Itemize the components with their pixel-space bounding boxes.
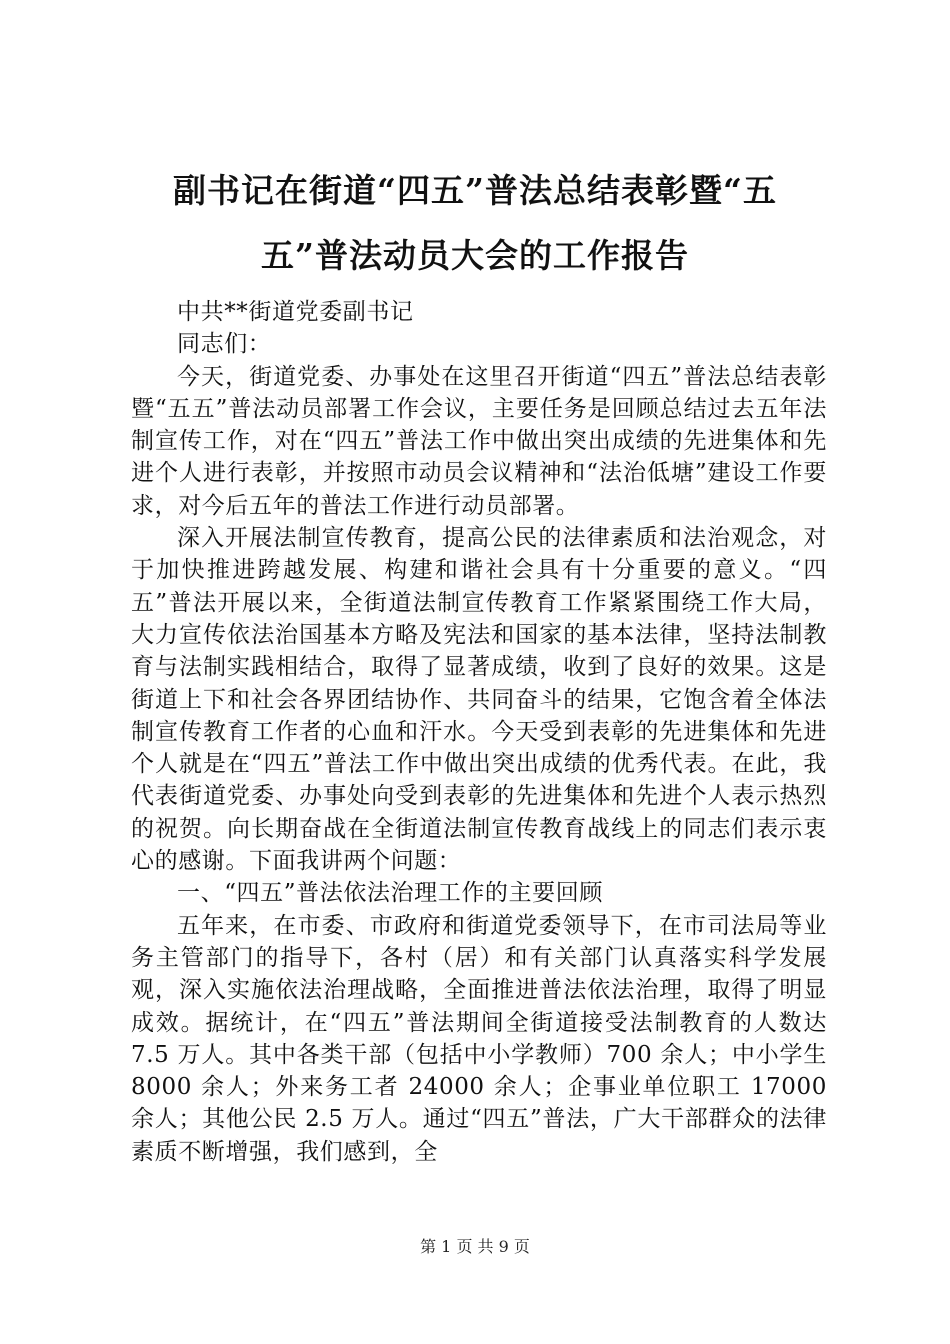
paragraph-opening: 今天，街道党委、办事处在这里召开街道“四五”普法总结表彰暨“五五”普法动员部署工作会议，主要任务是回顾总结过去五年法制宣传工作，对在“四五”普法工作中做出突出成绩的先进集体和先进个人进行表彰，并按照市动员会议精神和“法治低塘”建设工作要求，对今后五年的普法工作进行动员部署。 bbox=[131, 363, 827, 519]
salutation: 同志们： bbox=[177, 331, 272, 358]
paragraph-significance: 深入开展法制宣传教育，提高公民的法律素质和法治观念，对于加快推进跨越发展、构建和谐社会具有十分重要的意义。“四五”普法开展以来，全街道法制宣传教育工作紧紧围绕工作大局，大力宣传依法治国基本方略及宪法和国家的基本法律，坚持法制教育与法制实践相结合，取得了显著成绩，收到了良好的效果。这是街道上下和社会各界团结协作、共同奋斗的结果，它饱含着全体法制宣传教育工作者的心血和汗水。今天受到表彰的先进集体和先进个人就是在“四五”普法工作中做出突出成绩的优秀代表。在此，我代表街道党委、办事处向受到表彰的先进集体和先进个人表示热烈的祝贺。向长期奋战在全街道法制宣传教育战线上的同志们表示衷心的感谢。下面我讲两个问题： bbox=[131, 525, 827, 875]
paragraph-review: 五年来，在市委、市政府和街道党委领导下，在市司法局等业务主管部门的指导下，各村（居）和有关部门认真落实科学发展观，深入实施依法治理战略，全面推进普法依法治理，取得了明显成效。据统计，在“四五”普法期间全街道接受法制教育的人数达 7.5 万人。其中各类干部（包括中小学教师）700 余人；中小学生 8000 余人；外来务工者 24000 余人；企事业单位职工 17000 余人；其他公民 2.5 万人。通过“四五”普法，广大干部群众的法律素质不断增强，我们感到，全 bbox=[131, 912, 827, 1165]
section-heading-1: 一、“四五”普法依法治理工作的主要回顾 bbox=[177, 880, 603, 907]
author-line: 中共**街道党委副书记 bbox=[177, 299, 414, 325]
document-title bbox=[60, 158, 890, 288]
document-body bbox=[131, 296, 827, 1168]
page-footer: 第 1 页 共 9 页 bbox=[420, 1237, 530, 1256]
title-line-1: 副书记在街道“四五”普法总结表彰暨“五 bbox=[173, 171, 777, 210]
title-line-2: 五”普法动员大会的工作报告 bbox=[261, 236, 689, 275]
